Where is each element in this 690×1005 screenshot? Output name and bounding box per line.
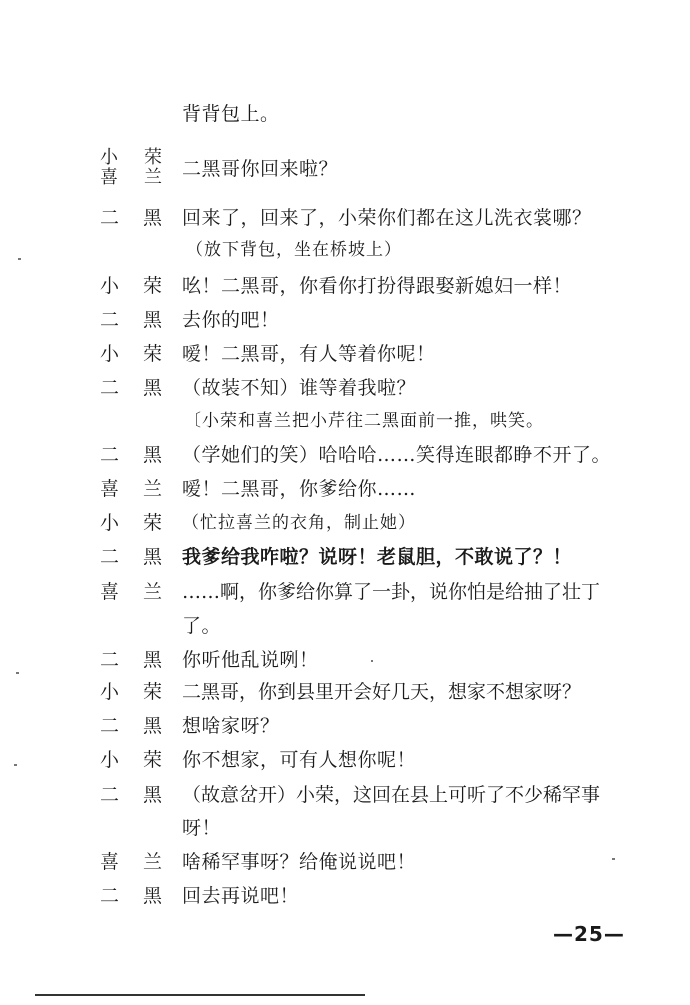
- speaker-label-13: [100, 580, 162, 604]
- speaker-char: 二: [100, 377, 120, 399]
- dialogue-text-2: 回来了，回来了，小荣你们都在这儿洗衣裳哪？: [182, 207, 592, 229]
- speaker-label-5: [100, 308, 162, 332]
- bottom-rule-divider: [35, 994, 365, 996]
- speaker-char: 小: [100, 681, 120, 703]
- speaker-char: 黑: [142, 784, 162, 806]
- speaker-21: [100, 850, 162, 874]
- dialogue-text-19: （故意岔开）小荣，这回在县上可听了不少稀罕事: [182, 784, 601, 806]
- speaker-7: [100, 376, 162, 400]
- speaker-13: [100, 580, 162, 604]
- speaker-label-12: [100, 545, 162, 569]
- dialogue-text-7: （故装不知）谁等着我啦？: [182, 377, 417, 399]
- speaker-char: 荣: [142, 275, 162, 297]
- speaker-char: 二: [100, 715, 120, 737]
- speaker-char: 荣: [142, 343, 162, 365]
- dialogue-text-17: 想啥家呀？: [182, 715, 280, 737]
- speaker-label-15: [100, 648, 162, 672]
- dialogue-text-18: 你不想家，可有人想你呢！: [182, 749, 417, 771]
- speaker-char: 二: [100, 649, 120, 671]
- speaker-xiaorong: [100, 148, 162, 168]
- speaker-17: [100, 714, 162, 738]
- dialogue-text-14: 了。: [182, 615, 222, 637]
- speaker-char: 荣: [142, 749, 162, 771]
- speaker-char: 兰: [142, 581, 162, 603]
- speaker-5: [100, 308, 162, 332]
- speaker-char: 黑: [142, 649, 162, 671]
- speaker-16: [100, 680, 162, 704]
- speaker-xilan: [100, 168, 162, 188]
- speaker-char: 荣: [144, 147, 162, 168]
- speaker-6: [100, 342, 162, 366]
- speaker-19: [100, 783, 162, 807]
- speaker-char: 二: [100, 546, 120, 568]
- speaker-label-17: [100, 714, 162, 738]
- dialogue-text-20: 呀！: [182, 817, 222, 839]
- speaker-char: 兰: [144, 167, 162, 188]
- scan-speck: [14, 764, 17, 766]
- speaker-label-11: [100, 511, 162, 535]
- stage-direction-8: 〔小荣和喜兰把小芹往二黑面前一推，哄笑。: [184, 411, 544, 431]
- scan-speck: [18, 258, 21, 260]
- speaker-char: 黑: [142, 207, 162, 229]
- dialogue-text-9: （学她们的笑）哈哈哈……笑得连眼都睁不开了。: [182, 444, 612, 466]
- stage-direction-3: （放下背包，坐在桥坡上）: [186, 240, 402, 260]
- speaker-label-4: [100, 274, 162, 298]
- speaker-label-10: [100, 477, 162, 501]
- speaker-label-2: [100, 206, 162, 230]
- speaker-char: 黑: [142, 377, 162, 399]
- speaker-char: 黑: [142, 885, 162, 907]
- speaker-char: 小: [100, 275, 120, 297]
- scan-speck: [612, 858, 615, 860]
- speaker-char: 二: [100, 207, 120, 229]
- speaker-char: 小: [100, 147, 118, 168]
- speaker-char: 兰: [142, 851, 162, 873]
- speaker-10: [100, 477, 162, 501]
- speaker-char: 喜: [100, 851, 120, 873]
- speaker-label-6: [100, 342, 162, 366]
- speaker-char: 二: [100, 784, 120, 806]
- page-number: —25—: [553, 922, 625, 946]
- dialogue-text-16: 二黑哥，你到县里开会好几天，想家不想家呀？: [182, 681, 582, 703]
- speaker-2: [100, 206, 162, 230]
- dialogue-text-22: 回去再说吧！: [182, 885, 300, 907]
- speaker-9: [100, 443, 162, 467]
- speaker-label-18: [100, 748, 162, 772]
- dialogue-text-10: 嗳！二黑哥，你爹给你……: [182, 478, 417, 500]
- speaker-char: 喜: [100, 167, 118, 188]
- speaker-label-21: [100, 850, 162, 874]
- speaker-label-19: [100, 783, 162, 807]
- dialogue-text-1: 二黑哥你回来啦？: [182, 158, 339, 180]
- speaker-char: 黑: [142, 444, 162, 466]
- speaker-12: [100, 545, 162, 569]
- speaker-char: 二: [100, 885, 120, 907]
- speaker-char: 黑: [142, 309, 162, 331]
- dialogue-text-12: 我爹给我咋啦？说呀！老鼠胆，不敢说了？！: [182, 546, 573, 568]
- speaker-11: [100, 511, 162, 535]
- dialogue-text-15: 你听他乱说咧！: [182, 649, 319, 671]
- speaker-label-9: [100, 443, 162, 467]
- speaker-char: 喜: [100, 478, 120, 500]
- speaker-label-16: [100, 680, 162, 704]
- speaker-4: [100, 274, 162, 298]
- dialogue-text-11: （忙拉喜兰的衣角，制止她）: [182, 513, 416, 533]
- dialogue-text-21: 啥稀罕事呀？给俺说说吧！: [182, 851, 417, 873]
- speaker-char: 荣: [142, 681, 162, 703]
- speaker-22: [100, 884, 162, 908]
- speaker-char: 二: [100, 309, 120, 331]
- speaker-char: 兰: [142, 478, 162, 500]
- dialogue-text-13: ……啊，你爹给你算了一卦，说你怕是给抽了壮丁: [182, 581, 601, 603]
- dialogue-text-0: 背背包上。: [182, 103, 280, 125]
- dialogue-text-5: 去你的吧！: [182, 309, 280, 331]
- speaker-char: 小: [100, 749, 120, 771]
- speaker-label-7: [100, 376, 162, 400]
- speaker-char: 二: [100, 444, 120, 466]
- speaker-char: 喜: [100, 581, 120, 603]
- speaker-char: 小: [100, 343, 120, 365]
- speaker-15: [100, 648, 162, 672]
- speaker-char: 荣: [142, 512, 162, 534]
- speaker-char: 黑: [142, 715, 162, 737]
- speaker-label-22: [100, 884, 162, 908]
- dialogue-text-6: 嗳！二黑哥，有人等着你呢！: [182, 343, 436, 365]
- scan-speck: [16, 672, 19, 674]
- dialogue-text-4: 吆！二黑哥，你看你打扮得跟娶新媳妇一样！: [182, 275, 573, 297]
- speaker-char: 小: [100, 512, 120, 534]
- speaker-char: 黑: [142, 546, 162, 568]
- speaker-pair-1: [100, 148, 162, 188]
- speaker-18: [100, 748, 162, 772]
- scan-speck: [371, 660, 373, 662]
